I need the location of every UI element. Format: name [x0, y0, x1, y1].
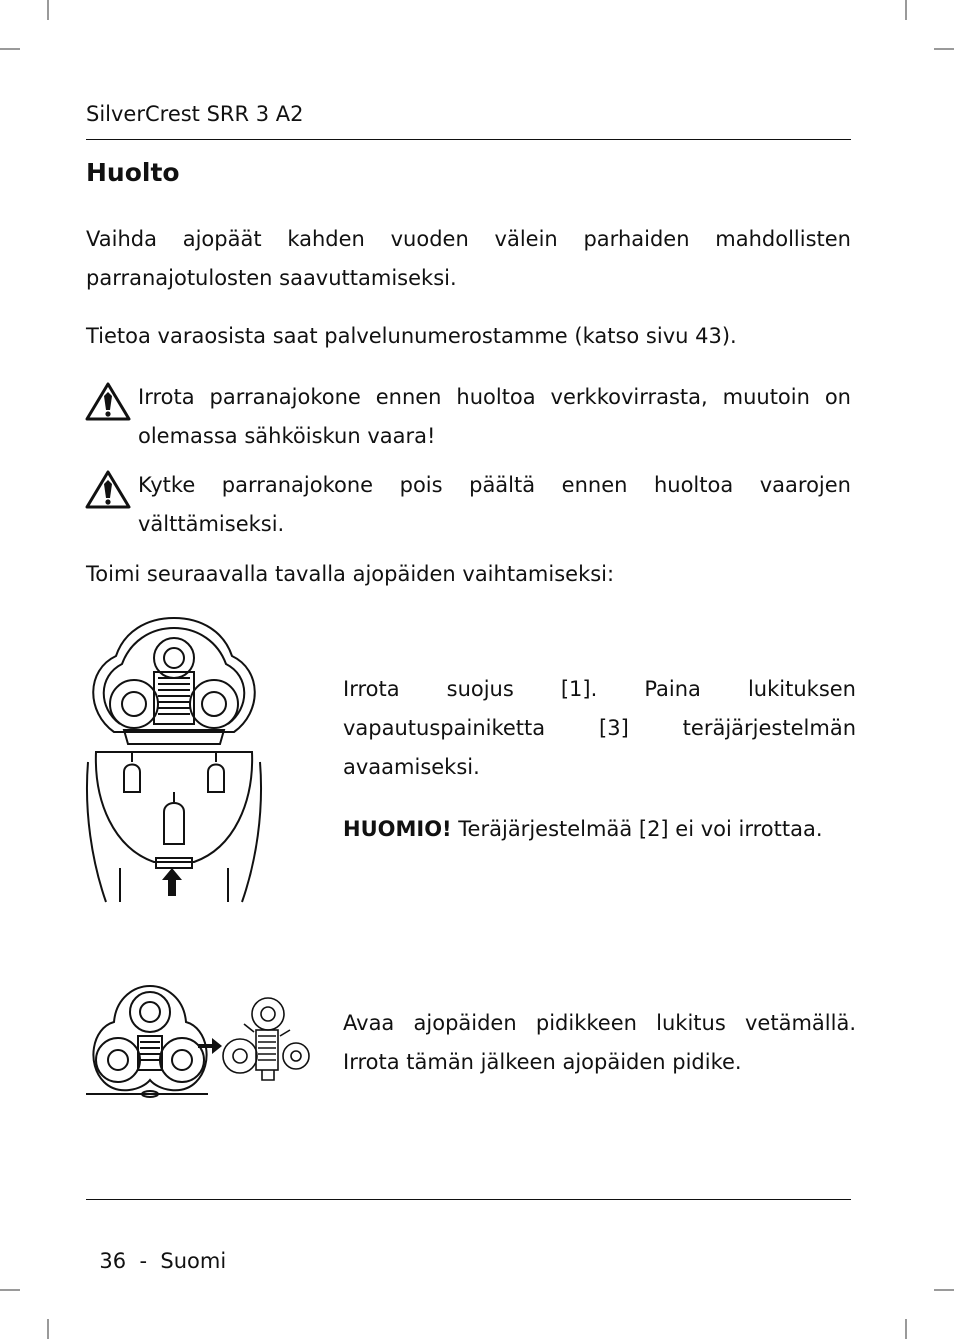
crop-mark: [905, 0, 907, 20]
shaver-open-illustration: [84, 612, 264, 904]
warning-triangle-icon: [85, 381, 131, 421]
crop-mark: [0, 1289, 20, 1291]
note-label: HUOMIO!: [343, 817, 452, 841]
footer-separator: -: [139, 1249, 148, 1273]
footer-language: Suomi: [160, 1249, 227, 1273]
step-1-note: [343, 810, 856, 849]
step-1-instruction: Irrota suojus [1]. Paina lukituksen vapautuspainiketta [3] teräjärjestelmän avaamiseksi.: [343, 677, 856, 779]
head-holder-removal-illustration: [84, 984, 310, 1100]
crop-mark: [0, 48, 20, 50]
footer: [86, 1203, 226, 1281]
header-rule: [86, 139, 851, 140]
step-2-instruction: Avaa ajopäiden pidikkeen lukitus vetämällä. Irrota tämän jälkeen ajopäiden pidike.: [343, 1011, 856, 1074]
crop-mark: [47, 0, 49, 20]
crop-mark: [934, 1289, 954, 1291]
section-title: Huolto: [86, 158, 180, 187]
crop-mark: [934, 48, 954, 50]
warning-triangle-icon: [85, 469, 131, 509]
crop-mark: [905, 1319, 907, 1339]
crop-mark: [47, 1319, 49, 1339]
note-text: Teräjärjestelmää [2] ei voi irrottaa.: [451, 817, 823, 841]
running-header: SilverCrest SRR 3 A2: [86, 102, 304, 126]
page-number: 36: [99, 1249, 127, 1273]
warning-text: Kytke parranajokone pois päältä ennen huoltoa vaarojen välttämiseksi.: [138, 473, 851, 536]
steps-intro: Toimi seuraavalla tavalla ajopäiden vaihtamiseksi:: [86, 562, 615, 586]
paragraph-replacement-interval: Vaihda ajopäät kahden vuoden välein parhaiden mahdollisten parranajotulosten saavuttamiseksi.: [86, 227, 851, 290]
footer-rule: [86, 1199, 851, 1200]
warning-text: Irrota parranajokone ennen huoltoa verkkovirrasta, muutoin on olemassa sähköiskun vaara!: [138, 385, 851, 448]
paragraph-spare-parts: Tietoa varaosista saat palvelunumerostamme (katso sivu 43).: [86, 324, 737, 348]
